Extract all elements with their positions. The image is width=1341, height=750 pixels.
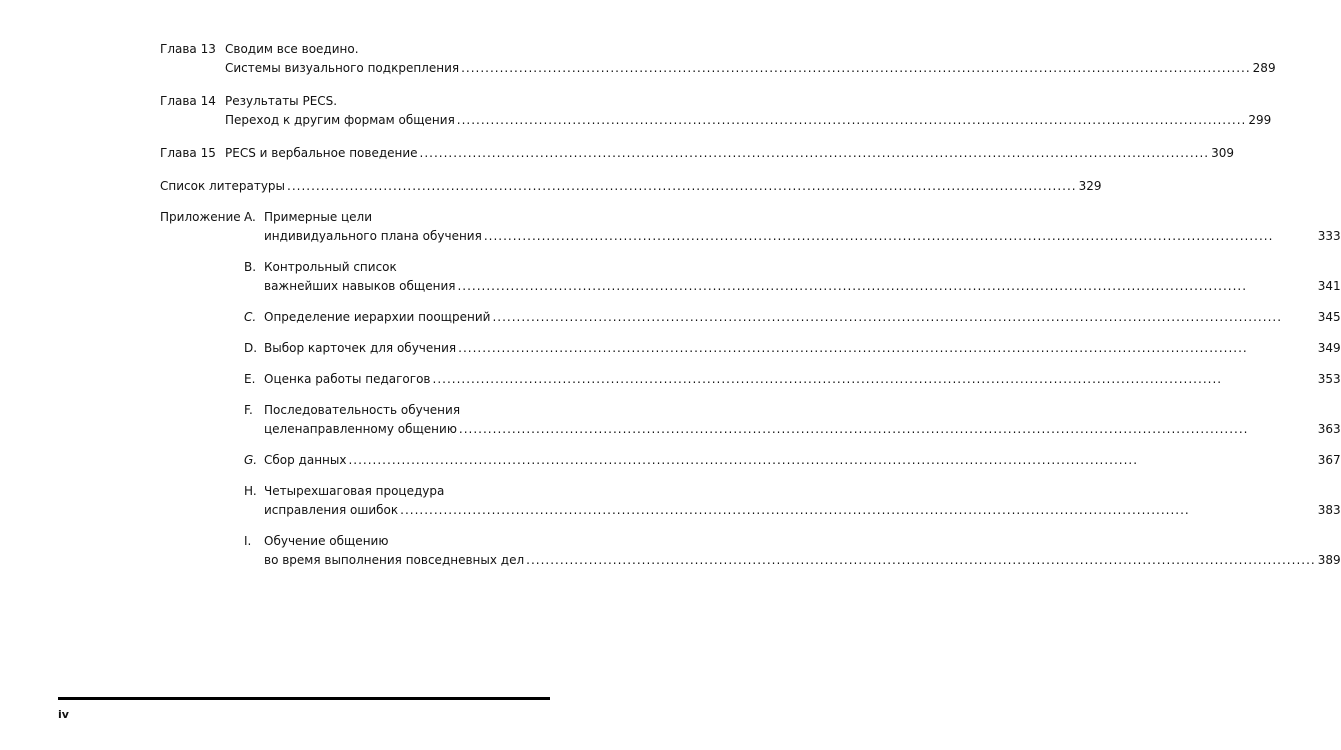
appendix-item-g xyxy=(244,451,1341,470)
appendix-title-line2: исправления ошибок xyxy=(264,503,399,517)
appendix-letter: C. xyxy=(244,310,257,324)
page-number: 345 xyxy=(1317,310,1341,324)
appendix-label: Приложение xyxy=(160,210,241,224)
appendix-item-e xyxy=(244,370,1341,389)
dot-leader xyxy=(459,420,1316,439)
appendix-title-line2: индивидуального плана обучения xyxy=(264,229,482,243)
appendix-item-f xyxy=(244,401,1341,439)
appendix-title-line1: Последовательность обучения xyxy=(264,403,461,417)
toc-entry-chapter-15 xyxy=(160,144,1235,163)
chapter-title-line2: Переход к другим формам общения xyxy=(225,113,455,127)
page-number: 289 xyxy=(1252,61,1276,75)
chapter-title-line1: Результаты PECS. xyxy=(225,94,338,108)
chapter-number: Глава 13 xyxy=(160,42,216,56)
dot-leader xyxy=(400,501,1316,520)
chapter-number: Глава 15 xyxy=(160,146,216,160)
appendix-title-line2: во время выполнения повседневных дел xyxy=(264,553,525,567)
dot-leader xyxy=(433,370,1316,389)
page-number: 333 xyxy=(1317,229,1341,243)
dot-leader xyxy=(457,111,1247,130)
appendix-title: Выбор карточек для обучения xyxy=(264,341,457,355)
dot-leader xyxy=(484,227,1316,246)
appendix-title-line1: Обучение общению xyxy=(264,534,389,548)
appendix-title: Оценка работы педагогов xyxy=(264,372,431,386)
chapter-title: PECS и вербальное поведение xyxy=(225,146,418,160)
appendix-item-d xyxy=(244,339,1341,358)
appendix-title-line1: Четырехшаговая процедура xyxy=(264,484,445,498)
chapter-title-line1: Сводим все воедино. xyxy=(225,42,359,56)
page-number: 367 xyxy=(1317,453,1341,467)
appendix-title-line2: важнейших навыков общения xyxy=(264,279,456,293)
appendix-letter: H. xyxy=(244,484,257,498)
literature-title: Список литературы xyxy=(160,179,286,193)
page-folio: iv xyxy=(58,708,69,721)
dot-leader xyxy=(458,339,1316,358)
appendix-title-line1: Контрольный список xyxy=(264,260,397,274)
page-number: 353 xyxy=(1317,372,1341,386)
dot-leader xyxy=(457,277,1315,296)
dot-leader xyxy=(348,451,1315,470)
page-number: 341 xyxy=(1317,279,1341,293)
page-number: 389 xyxy=(1317,553,1341,567)
appendix-letter: E. xyxy=(244,372,256,386)
dot-leader xyxy=(461,59,1251,78)
toc-appendix-section xyxy=(160,208,1341,582)
page-number: 329 xyxy=(1078,179,1102,193)
appendix-letter: D. xyxy=(244,341,258,355)
table-of-contents xyxy=(160,40,1341,582)
page-number: 383 xyxy=(1317,503,1341,517)
appendix-letter: G. xyxy=(244,453,258,467)
appendix-title-line1: Примерные цели xyxy=(264,210,373,224)
appendix-title: Сбор данных xyxy=(264,453,347,467)
page-number: 349 xyxy=(1317,341,1341,355)
appendix-title: Определение иерархии поощрений xyxy=(264,310,491,324)
chapter-number: Глава 14 xyxy=(160,94,216,108)
toc-entry-chapter-13 xyxy=(160,40,1276,78)
page-number: 309 xyxy=(1211,146,1235,160)
appendix-letter: A. xyxy=(244,210,256,224)
dot-leader xyxy=(287,177,1077,196)
appendix-item-a xyxy=(244,208,1341,246)
appendix-list xyxy=(244,208,1341,582)
appendix-letter: B. xyxy=(244,260,257,274)
page-number: 363 xyxy=(1317,422,1341,436)
dot-leader xyxy=(420,144,1210,163)
chapter-title-line2: Системы визуального подкрепления xyxy=(225,61,460,75)
appendix-item-b xyxy=(244,258,1341,296)
dot-leader xyxy=(492,308,1315,327)
appendix-item-c xyxy=(244,308,1341,327)
dot-leader xyxy=(526,551,1316,570)
toc-entry-literature xyxy=(160,177,1102,196)
appendix-item-i xyxy=(244,532,1341,570)
appendix-letter: F. xyxy=(244,403,253,417)
appendix-item-h xyxy=(244,482,1341,520)
footer-rule xyxy=(58,697,550,700)
page-number: 299 xyxy=(1248,113,1272,127)
toc-entry-chapter-14 xyxy=(160,92,1272,130)
appendix-letter: I. xyxy=(244,534,252,548)
appendix-title-line2: целенаправленному общению xyxy=(264,422,457,436)
